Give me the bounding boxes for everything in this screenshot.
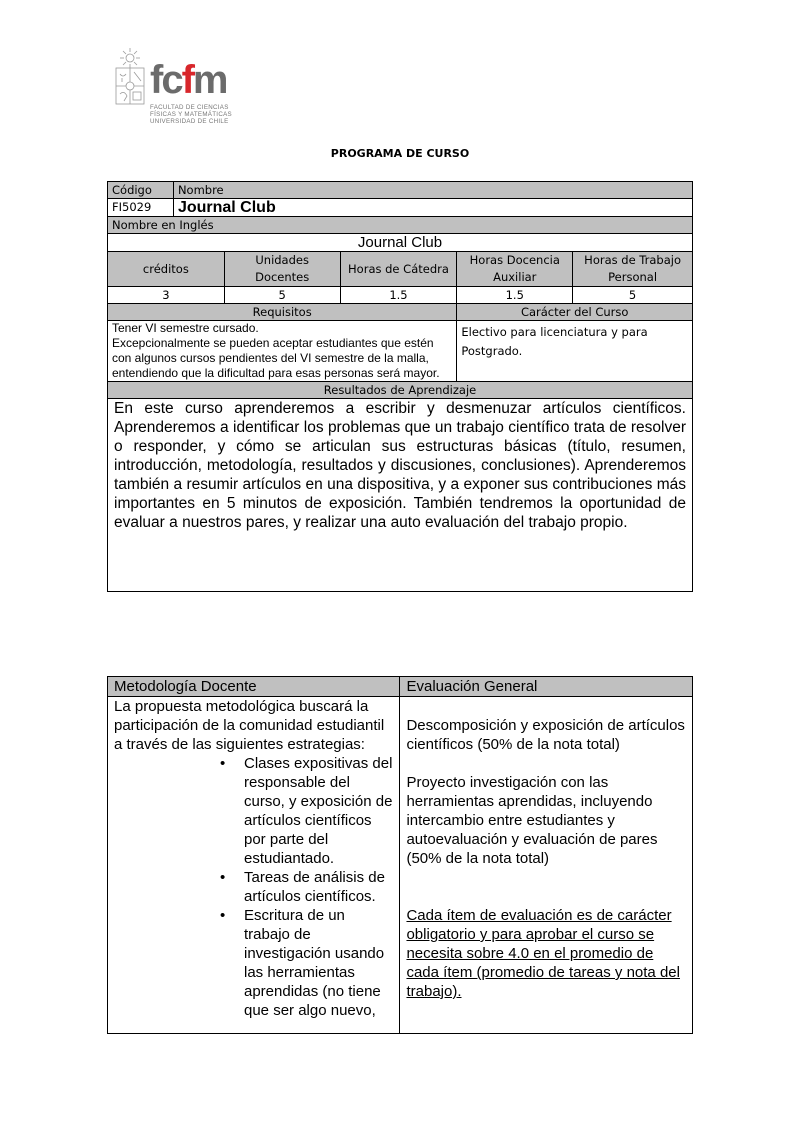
horas-personal-header: Horas de Trabajo Personal	[573, 252, 693, 287]
horas-catedra-header: Horas de Cátedra	[340, 252, 457, 287]
horas-auxiliar-header: Horas Docencia Auxiliar	[457, 252, 573, 287]
fcfm-wordmark: fcfm	[150, 58, 227, 102]
creditos-header: créditos	[108, 252, 225, 287]
resultados-text: En este curso aprenderemos a escribir y desmenuzar artículos científicos. Aprenderemos a identificar los problemas que un trabajo científico trata de resolver o responder, y cómo se articulan sus estructuras básicas (título, resumen, introducción, metodología, resultados y discusiones, conclusiones). Aprenderemos también a resumir artículos en una dispositiva, y a exponer sus contribuciones más importantes en 5 minutos de exposición. También tendremos la oportunidad de evaluar a nuestros pares, y realizar una auto evaluación del trabajo propio.	[108, 399, 693, 592]
requisitos-label: Requisitos	[108, 304, 457, 321]
evaluation-item: Proyecto investigación con las herramientas aprendidas, incluyendo intercambio entre estudiantes y autoevaluación y evaluación de pares (50% de la nota total)	[406, 774, 658, 867]
horas-catedra-value: 1.5	[340, 287, 457, 304]
evaluacion-label: Evaluación General	[400, 677, 693, 697]
strategy-item: • Escritura de un trabajo de investigación usando las herramientas aprendidas (no tiene que ser algo nuevo,	[244, 906, 393, 1020]
strategy-item: • Clases expositivas del responsable del curso, y exposición de artículos científicos por parte del estudiantado.	[244, 754, 393, 868]
nombre-label: Nombre	[173, 182, 692, 199]
course-info-table	[107, 181, 693, 592]
unidades-docentes-header: Unidades Docentes	[224, 252, 340, 287]
caracter-label: Carácter del Curso	[457, 304, 693, 321]
evaluation-note: Cada ítem de evaluación es de carácter obligatorio y para aprobar el curso se necesita sobre 4.0 en el promedio de cada ítem (promedio de tareas y nota del trabajo).	[406, 907, 680, 1000]
fcfm-logo	[112, 46, 242, 136]
document-title: PROGRAMA DE CURSO	[330, 147, 470, 160]
course-code: FI5029	[108, 199, 174, 217]
english-name: Journal Club	[108, 234, 693, 252]
course-name: Journal Club	[173, 199, 692, 217]
evaluation-item: Descomposición y exposición de artículos científicos (50% de la nota total)	[406, 717, 685, 753]
strategy-item: • Tareas de análisis de artículos científicos.	[244, 868, 393, 906]
codigo-label: Código	[108, 182, 174, 199]
requisitos-text: Tener VI semestre cursado. Excepcionalmente se pueden aceptar estudiantes que estén con algunos cursos pendientes del VI semestre de la malla, entendiendo que la dificultad para esas personas será mayor.	[108, 321, 457, 382]
evaluacion-text	[400, 697, 693, 1034]
strategy-list	[114, 754, 393, 1020]
methodology-table	[107, 676, 693, 1034]
creditos-value: 3	[108, 287, 225, 304]
metodologia-label: Metodología Docente	[108, 677, 400, 697]
metodologia-text: La propuesta metodológica buscará la participación de la comunidad estudiantil a través de las siguientes estrategias: • Clases expositivas del responsable del curso, y exposición de artículos científicos por parte del estudiantado. • Tareas de análisis de artículos científicos. • Escritura de un trabajo de investigación usando las herramientas aprendidas (no tiene que ser algo nuevo,	[108, 697, 400, 1034]
horas-personal-value: 5	[573, 287, 693, 304]
english-name-label: Nombre en Inglés	[108, 217, 693, 234]
unidades-docentes-value: 5	[224, 287, 340, 304]
university-crest-icon	[114, 48, 146, 106]
faculty-name: FACULTAD DE CIENCIAS FÍSICAS Y MATEMÁTICAS UNIVERSIDAD DE CHILE	[150, 104, 232, 125]
horas-auxiliar-value: 1.5	[457, 287, 573, 304]
caracter-text: Electivo para licenciatura y para Postgrado.	[457, 321, 693, 382]
resultados-label: Resultados de Aprendizaje	[108, 382, 693, 399]
